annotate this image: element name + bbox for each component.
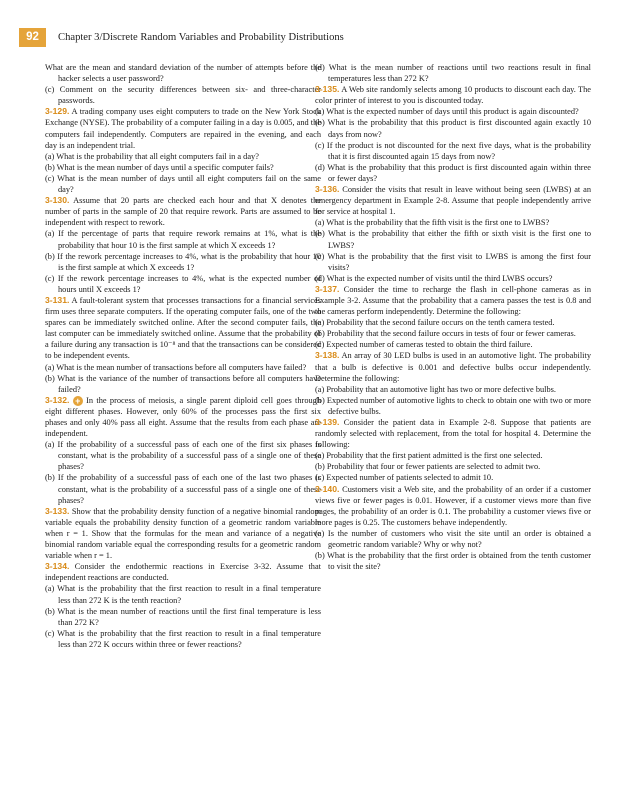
exercise-part: [315, 328, 591, 339]
exercise-part: [45, 362, 321, 373]
exercise: [45, 106, 321, 150]
exercise-text: A Web site randomly selects among 10 products to discount each day. The color printer of interest to you is discounted today.: [315, 85, 591, 106]
exercise-text: Consider the time to recharge the flash in cell-phone cameras as in Example 3-2. Assume that the probability that a camera passes the test is 0.8 and the cameras perform independently. Determine the following:: [315, 284, 591, 317]
exercise-text: An array of 30 LED bulbs is used in an automotive light. The probability that a bulb is defective is 0.001 and defective bulbs occur independently. Determine the following:: [315, 351, 591, 383]
exercise-part: [45, 606, 321, 628]
exercise-part: [315, 528, 591, 550]
exercise-text: (c) If the product is not discounted for the next five days, what is the probability that it is first discounted again 15 days from now?: [315, 140, 591, 161]
exercise-text: (c) If the rework percentage increases to 4%, what is the expected number of hours until X exceeds 1?: [45, 273, 321, 294]
exercise-text: (c) Comment on the security differences between six- and three-character passwords.: [45, 85, 321, 106]
exercise-text: (a) Probability that the first patient admitted is the first one selected.: [315, 451, 543, 461]
exercise-number: 3-134.: [45, 561, 70, 572]
exercise-text: A fault-tolerant system that processes transactions for a financial services firm uses three separate computers. If the operating computer fails, one of the two spares can be immediately switched online. After the second computer fails, the last computer can be immediately switched online. Assume that the probability of a failure during any transaction is 10⁻⁸ and that the transactions can be considered to be independent events.: [45, 295, 321, 361]
exercise-part: [45, 273, 321, 295]
exercise-number: 3-130.: [45, 195, 70, 206]
exercise-text: (b) What is the probability that either the fifth or sixth visit is the first one to LWBS?: [315, 229, 591, 250]
exercise-number: 3-137.: [315, 283, 340, 294]
exercise-part: [45, 173, 321, 195]
exercise-text: (b) What is the probability that the first order is obtained from the tenth customer to visit the site?: [315, 551, 591, 572]
exercise-text: (b) If the rework percentage increases to 4%, what is the probability that hour 10 is the first sample at which X exceeds 1?: [45, 251, 321, 272]
exercise-text: (d) What is the expected number of visits until the third LWBS occurs?: [315, 273, 553, 283]
exercise-text: (c) What is the probability that the first reaction to result in a final temperature less than 272 K occurs within three or fewer reactions?: [45, 628, 321, 649]
exercise-text: Consider the patient data in Example 2-8. Suppose that patients are randomly selected with replacement, from the total for hospital 4. Determine the following:: [315, 418, 591, 450]
exercise-text: In the process of meiosis, a single parent diploid cell goes through eight different phases. However, only 60% of the processes pass the first six phases and only 40% pass all eight. Assume that the results from each phase are independent.: [45, 395, 322, 439]
exercise-part: [315, 472, 591, 483]
exercise-text: Customers visit a Web site, and the probability of an order if a customer views five or fewer pages is 0.01. However, if a customer views more than five pages, the probability of an order is 0.1. The probability a customer views five or more pages is 0.25. The customers behave independently.: [315, 484, 591, 527]
exercise-text: Assume that 20 parts are checked each hour and that X denotes the number of parts in the sample of 20 that require rework. Parts are assumed to be independent with respect to rework.: [45, 196, 321, 228]
exercise-part: [45, 62, 321, 84]
exercise-part: [315, 62, 591, 84]
exercise: [315, 417, 591, 450]
exercise-number: 3-132.: [45, 394, 70, 405]
exercise-text: (c) What is the probability that the first visit to LWBS is among the first four visits?: [315, 251, 591, 272]
exercise-text: (a) If the percentage of parts that require rework remains at 1%, what is the probability that hour 10 is the first sample at which X exceeds 1?: [45, 229, 321, 250]
exercise-part: [315, 450, 591, 461]
exercise-part: [315, 217, 591, 228]
plus-icon: +: [73, 396, 83, 406]
exercise-text: (c) Expected number of patients selected to admit 10.: [315, 473, 494, 483]
exercise-part: [45, 84, 321, 106]
exercise-text: What are the mean and standard deviation of the number of attempts before the hacker selects a user password?: [45, 63, 321, 84]
exercise-part: [315, 228, 591, 250]
exercise-number: 3-140.: [315, 483, 340, 494]
exercise-part: [45, 472, 321, 505]
exercise-part: [45, 251, 321, 273]
page-header: [0, 28, 639, 47]
exercise-part: [315, 162, 591, 184]
left-column: [45, 62, 321, 650]
exercise-number: 3-136.: [315, 184, 340, 195]
exercise-text: (b) What is the mean number of reactions until the first final temperature is less than 272 K?: [45, 606, 321, 627]
right-column: [315, 62, 591, 572]
exercise-part: [315, 550, 591, 572]
running-title: Chapter 3/Discrete Random Variables and Probability Distributions: [58, 32, 344, 43]
exercise: [315, 350, 591, 383]
exercise-part: [315, 251, 591, 273]
exercise-number: 3-131.: [45, 294, 70, 305]
exercise-part: [315, 384, 591, 395]
exercise-text: (b) What is the variance of the number of transactions before all computers have failed?: [45, 373, 321, 394]
exercise-text: (b) What is the probability that this product is first discounted again exactly 10 days from now?: [315, 118, 591, 139]
exercise-text: (a) What is the probability that the fifth visit is the first one to LWBS?: [315, 218, 550, 228]
exercise-number: 3-129.: [45, 106, 70, 117]
exercise-text: Consider the visits that result in leave without being seen (LWBS) at an emergency department in Example 2-8. Assume that people independently arrive for service at hospital 1.: [315, 185, 591, 217]
exercise-text: (c) What is the mean number of days until all eight computers fail on the same day?: [45, 173, 321, 195]
exercise-text: (a) What is the expected number of days until this product is again discounted?: [315, 107, 579, 117]
exercise-part: [45, 151, 321, 162]
exercise-text: A trading company uses eight computers to trade on the New York Stock Exchange (NYSE). The probability of a computer failing in a day is 0.005, and the computers fail independently. Computers are repaired in the evening, and each day is an independent trial.: [45, 107, 321, 150]
exercise-number: 3-135.: [315, 84, 340, 95]
exercise-part: [45, 439, 321, 472]
exercise-number: 3-133.: [45, 505, 70, 516]
exercise-text: (b) Probability that four or fewer patients are selected to admit two.: [315, 462, 541, 472]
page-number: 92: [19, 28, 46, 47]
exercise-part: [315, 395, 591, 417]
exercise-text: (a) What is the probability that all eight computers fail in a day?: [45, 151, 259, 161]
exercise: [315, 84, 591, 106]
exercise-part: [45, 162, 321, 173]
exercise-part: [315, 106, 591, 117]
exercise: [315, 284, 591, 317]
exercise-text: (b) If the probability of a successful pass of each one of the last two phases is constant, what is the probability of a successful pass of a single one of these phases?: [45, 473, 321, 505]
exercise-text: Show that the probability density function of a negative binomial random variable equals the probability density function of a geometric random variable when r = 1. Show that the formulas for the mean and variance of a negative binomial random variable equal the corresponding results for a geometric random variable when r = 1.: [45, 506, 321, 561]
exercise: [45, 295, 321, 362]
exercise-text: (a) Probability that an automotive light has two or more defective bulbs.: [315, 384, 556, 394]
exercise-number: 3-138.: [315, 350, 340, 361]
exercise-text: (a) If the probability of a successful pass of each one of the first six phases is constant, what is the probability of a successful pass of a single one of these phases?: [45, 440, 321, 472]
exercise-text: (b) Probability that the second failure occurs in tests of four or fewer cameras.: [315, 329, 576, 339]
exercise-text: Consider the endothermic reactions in Exercise 3-32. Assume that independent reactions are conducted.: [45, 562, 321, 583]
exercise-part: [45, 373, 321, 395]
exercise-text: (c) Expected number of cameras tested to obtain the third failure.: [315, 340, 533, 350]
exercise-part: [45, 583, 321, 605]
exercise: [315, 484, 591, 528]
exercise: [315, 184, 591, 217]
exercise-part: [45, 228, 321, 250]
exercise-text: (a) Is the number of customers who visit the site until an order is obtained a geometric random variable? Why or why not?: [315, 528, 591, 550]
exercise: [45, 195, 321, 228]
exercise-part: [45, 628, 321, 650]
exercise-part: [315, 339, 591, 350]
exercise-text: (d) What is the probability that this product is first discounted again within three or fewer days?: [315, 162, 591, 183]
exercise-part: [315, 140, 591, 162]
exercise-part: [315, 273, 591, 284]
exercise-text: (b) Expected number of automotive lights to check to obtain one with two or more defective bulbs.: [315, 395, 591, 416]
exercise-number: 3-139.: [315, 417, 340, 427]
exercise-text: (d) What is the mean number of reactions until two reactions result in final temperatures less than 272 K?: [315, 63, 591, 84]
exercise: [45, 506, 321, 561]
exercise-part: [315, 461, 591, 472]
exercise-text: (a) What is the mean number of transactions before all computers have failed?: [45, 362, 307, 372]
exercise: [45, 561, 321, 583]
exercise-text: (b) What is the mean number of days until a specific computer fails?: [45, 162, 274, 172]
exercise-text: (a) What is the probability that the first reaction to result in a final temperature less than 272 K is the tenth reaction?: [45, 584, 321, 605]
exercise-text: (a) Probability that the second failure occurs on the tenth camera tested.: [315, 318, 555, 328]
exercise-part: [315, 117, 591, 139]
exercise-part: [315, 317, 591, 328]
exercise: [45, 395, 321, 439]
